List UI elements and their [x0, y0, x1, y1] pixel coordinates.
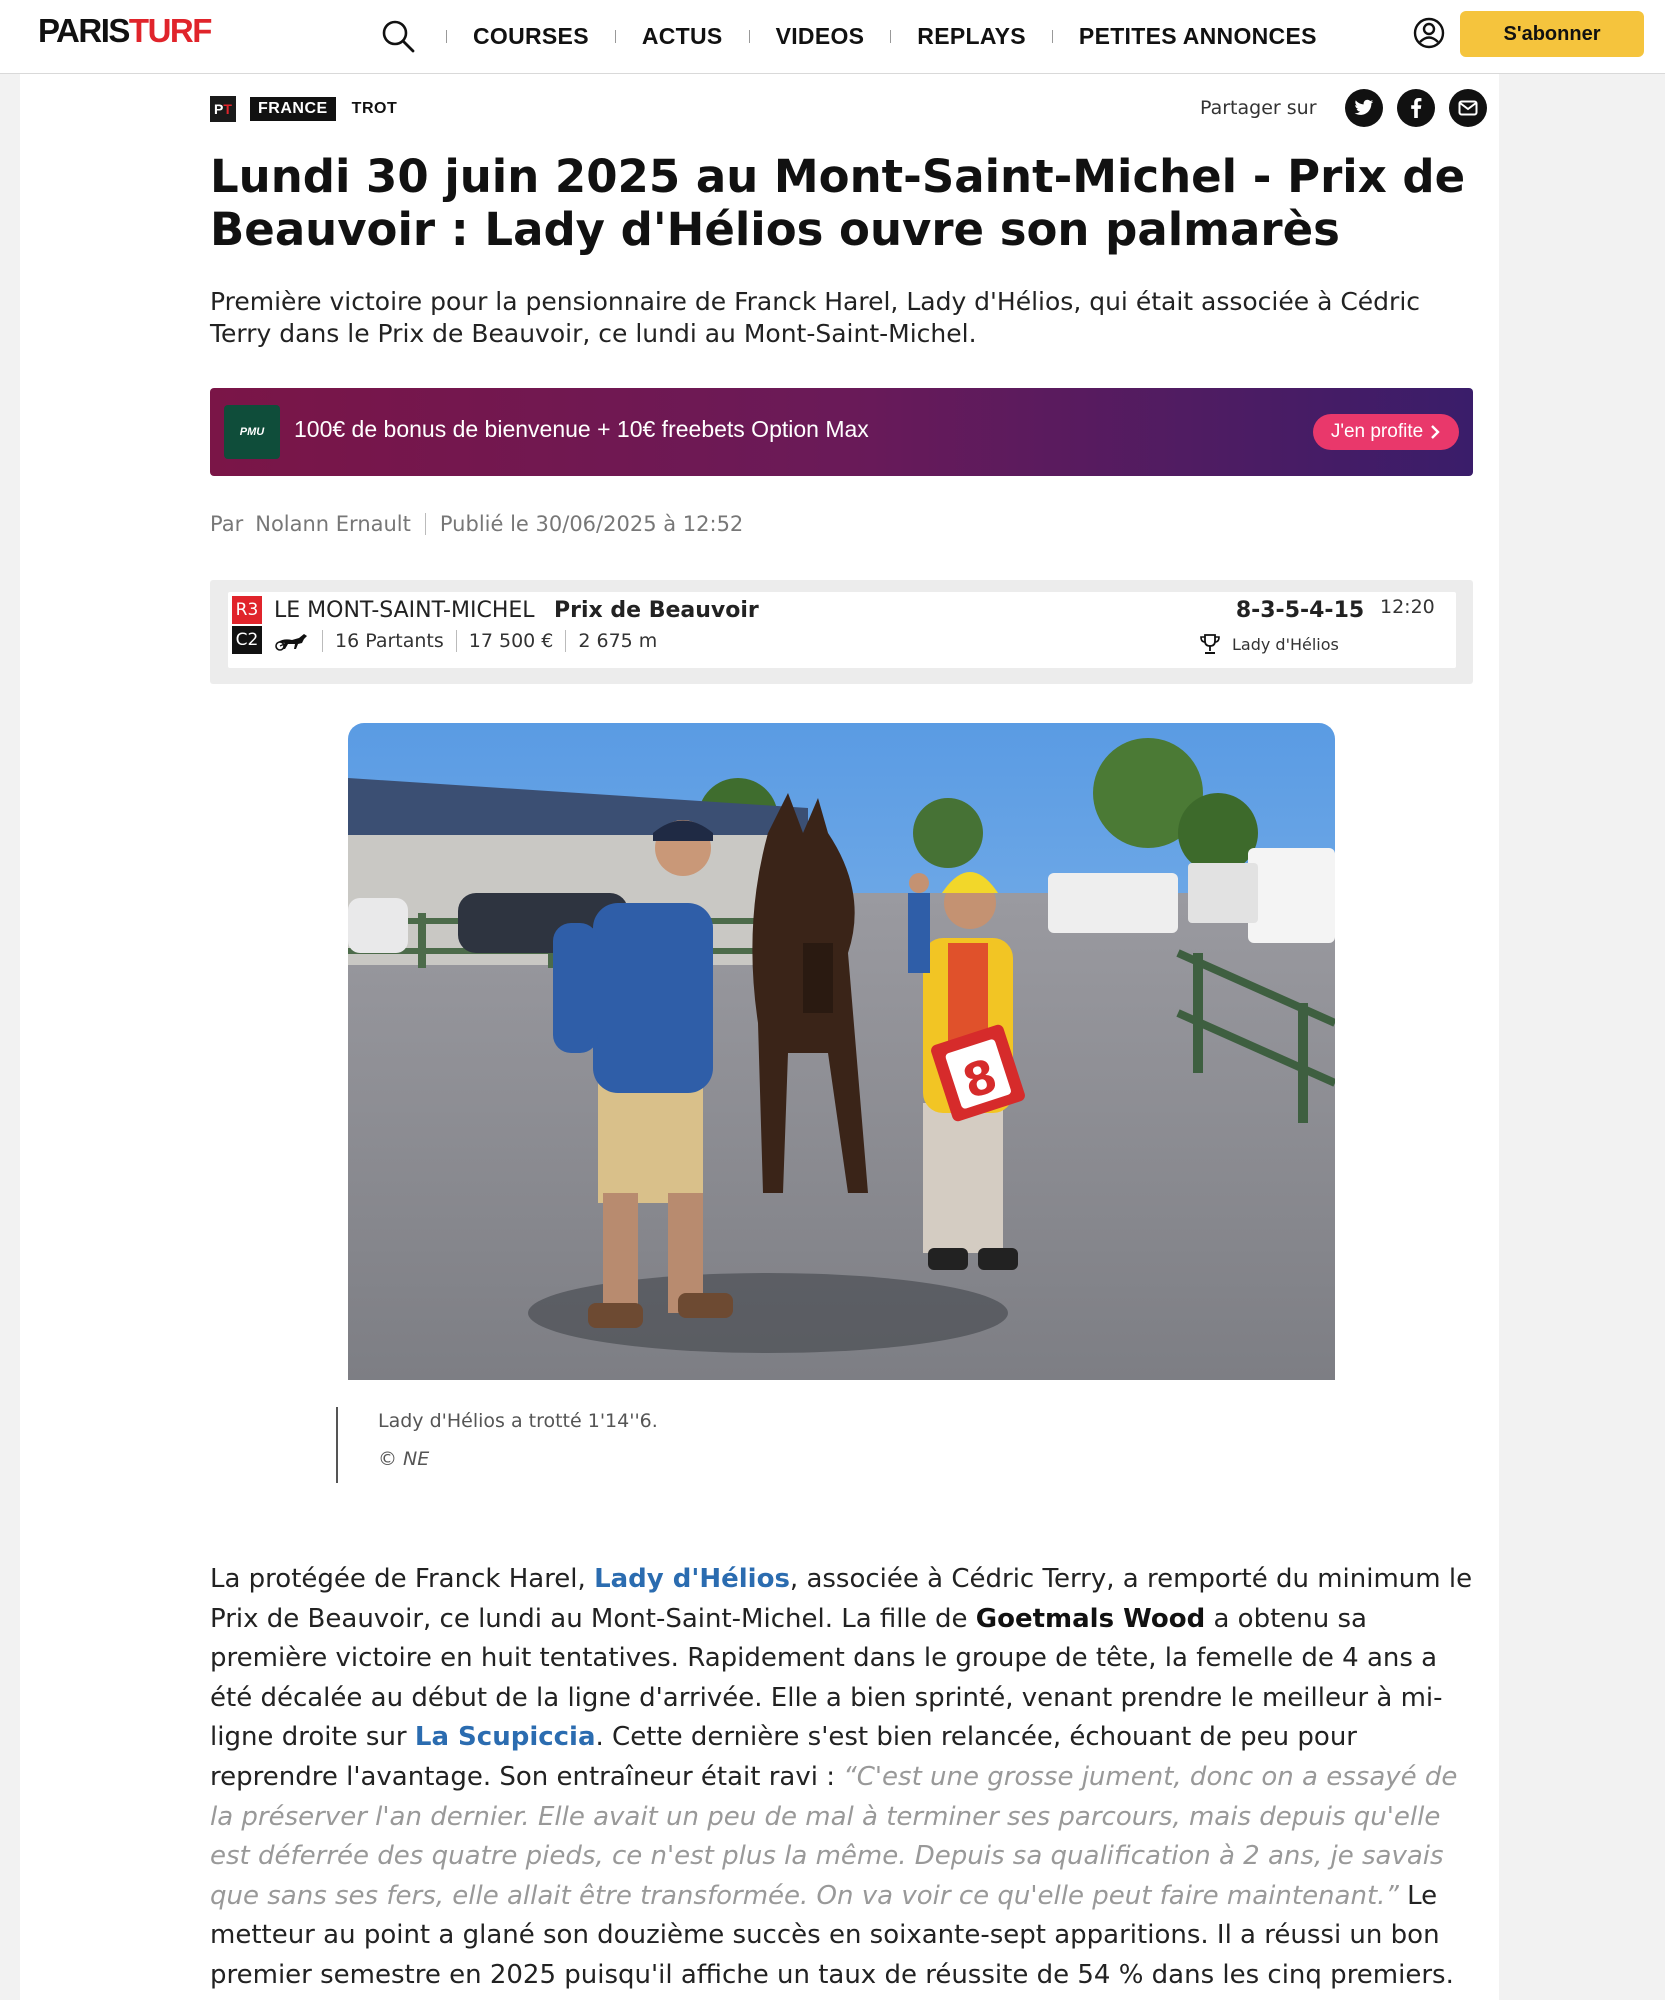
- race-partants: 16 Partants: [335, 630, 444, 652]
- email-share-icon[interactable]: [1449, 89, 1487, 127]
- horse-link-la-scupiccia[interactable]: La Scupiccia: [414, 1722, 596, 1753]
- byline-prefix: Par: [210, 512, 244, 536]
- byline-divider: [425, 513, 426, 535]
- reunion-badge: R3: [232, 596, 262, 624]
- trot-sulky-icon: [274, 630, 310, 652]
- nav-divider: [890, 30, 891, 43]
- nav-item-petites-annonces[interactable]: PETITES ANNONCES: [1078, 22, 1317, 49]
- trophy-icon: [1198, 632, 1222, 656]
- meta-divider: [565, 630, 566, 652]
- race-allocation: 17 500 €: [468, 630, 554, 652]
- tag-france[interactable]: FRANCE: [250, 97, 336, 121]
- twitter-share-icon[interactable]: [1345, 89, 1383, 127]
- nav-item-actus[interactable]: ACTUS: [641, 22, 723, 49]
- race-time: 12:20: [1380, 596, 1435, 618]
- pmu-promo-banner[interactable]: [210, 388, 1473, 476]
- meta-divider: [322, 630, 323, 652]
- main-nav: [376, 14, 1317, 58]
- search-icon[interactable]: [376, 14, 420, 58]
- tag-trot[interactable]: TROT: [351, 100, 398, 117]
- winner-photo-illustration: [348, 723, 1335, 1380]
- chevron-right-icon: [1429, 425, 1441, 439]
- author-link[interactable]: Nolann Ernault: [255, 512, 411, 536]
- nav-item-videos[interactable]: VIDEOS: [775, 22, 865, 49]
- photo-bib-number: 8: [956, 1048, 1004, 1110]
- promo-cta-button[interactable]: J'en profite: [1313, 414, 1459, 450]
- race-winner: [1198, 632, 1339, 656]
- photo-caption: [336, 1407, 936, 1483]
- top-navigation-bar: [0, 0, 1665, 74]
- published-date: Publié le 30/06/2025 à 12:52: [439, 512, 744, 536]
- nav-divider: [446, 30, 447, 43]
- article-title: Lundi 30 juin 2025 au Mont-Saint-Michel - Prix de Beauvoir : Lady d'Hélios ouvre son palmarès: [210, 150, 1466, 256]
- nav-item-replays[interactable]: REPLAYS: [917, 22, 1026, 49]
- promo-text: 100€ de bonus de bienvenue + 10€ freebets Option Max: [294, 416, 869, 442]
- race-card-container: [210, 580, 1473, 684]
- paris-turf-logo[interactable]: PARISTURF: [38, 12, 211, 49]
- sire-name: Goetmals Wood: [975, 1603, 1206, 1634]
- pt-badge: P T: [210, 96, 236, 122]
- article-lede: Première victoire pour la pensionnaire de Franck Harel, Lady d'Hélios, qui était associée à Cédric Terry dans le Prix de Beauvoir, ce lundi au Mont-Saint-Michel.: [210, 287, 1421, 348]
- meta-divider: [456, 630, 457, 652]
- nav-divider: [1052, 30, 1053, 43]
- trainer-quote: “C'est une grosse jument, donc on a essayé de la préserver l'an dernier. Elle avait un peu de mal à terminer ses parcours, mais depuis qu'elle est déferrée des quatre pieds, ce n'est plus la même. Depuis sa qualification à 2 ans, je savais que sans ses fers, elle allait être transformée. On va voir ce qu'elle peut faire maintenant.”: [210, 1761, 1458, 1911]
- race-name: Prix de Beauvoir: [554, 598, 759, 623]
- race-meta: [274, 630, 657, 652]
- share-label: Partager sur: [1200, 97, 1317, 119]
- article-tags: [210, 96, 397, 122]
- horse-link-lady-d-helios[interactable]: Lady d'Hélios: [594, 1564, 790, 1594]
- article-body: La protégée de Franck Harel, Lady d'Hélios, associée à Cédric Terry, a remporté du minimum le Prix de Beauvoir, ce lundi au Mont-Saint-Michel. La fille de Goetmals Wood a obtenu sa première victoire en huit tentatives. Rapidement dans le groupe de tête, la femelle de 4 ans a été décalée au début de la ligne d'arrivée. Elle a bien sprinté, venant prendre le meilleur à mi-ligne droite sur La Scupiccia. Cette dernière s'est bien relancée, échouant de peu pour reprendre l'avantage. Son entraîneur était ravi : “C'est une grosse jument, donc on a essayé de la préserver l'an dernier. Elle avait un peu de mal à terminer ses parcours, mais depuis qu'elle est déferrée des quatre pieds, ce n'est plus la même. Depuis sa qualification à 2 ans, je savais que sans ses fers, elle allait être transformée. On va voir ce qu'elle peut faire maintenant.” Le metteur au point a glané son douzième succès en soixante-sept apparitions. Il a réussi un bon premier semestre en 2025 puisqu'il affiche un taux de réussite de 54 % dans les cinq premiers.: [210, 1564, 1473, 1990]
- user-account-icon[interactable]: [1412, 16, 1446, 50]
- photo-credit: © NE: [378, 1448, 430, 1470]
- nav-divider: [615, 30, 616, 43]
- subscribe-button[interactable]: S'abonner: [1460, 11, 1644, 57]
- article-byline: [210, 512, 743, 536]
- nav-item-courses[interactable]: COURSES: [473, 22, 589, 49]
- nav-divider: [749, 30, 750, 43]
- caption-text: Lady d'Hélios a trotté 1'14''6.: [378, 1410, 658, 1432]
- article-photo: [348, 723, 1335, 1380]
- share-bar: [1200, 88, 1487, 128]
- winner-name: Lady d'Hélios: [1232, 634, 1339, 654]
- pmu-logo: PMU: [224, 405, 280, 459]
- race-arrivee: 8-3-5-4-15: [1235, 598, 1365, 623]
- facebook-share-icon[interactable]: [1397, 89, 1435, 127]
- course-badge: C2: [232, 626, 262, 654]
- race-distance: 2 675 m: [578, 630, 658, 652]
- race-card[interactable]: [228, 592, 1456, 668]
- race-hippodrome: LE MONT-SAINT-MICHEL: [274, 598, 535, 623]
